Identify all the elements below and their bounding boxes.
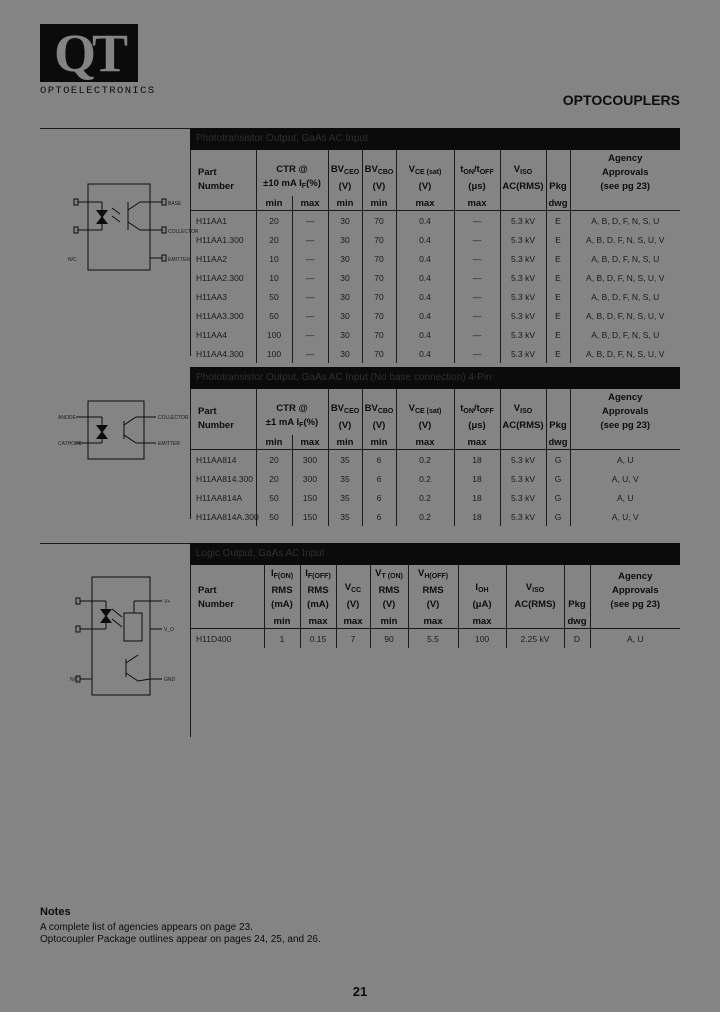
pin-label: BASE (168, 201, 182, 207)
table-cell: 100 (256, 344, 292, 363)
table-body (190, 450, 680, 527)
table-cell: 2.25 kV (506, 629, 564, 649)
table-cell: — (454, 344, 500, 363)
table-cell: 50 (256, 287, 292, 306)
col-part: Part Number (198, 585, 234, 610)
table-cell: G (546, 450, 570, 470)
table-row (190, 249, 680, 268)
pin-label: EMITTER (158, 441, 180, 447)
pin-label: CATHODE (58, 441, 83, 447)
table-cell: E (546, 306, 570, 325)
unit-cell: max (396, 196, 454, 211)
table-row (190, 211, 680, 231)
col-bvceo: $BV_{CEO}$ (V) (328, 389, 362, 435)
logo-subtitle: OPTOELECTRONICS (40, 85, 156, 97)
pin-label: COLLECTOR (158, 415, 189, 421)
table-cell: 70 (362, 287, 396, 306)
table-cell: 18 (454, 450, 500, 470)
company-logo (40, 23, 156, 97)
part-number-cell: H11AA3 (196, 291, 228, 302)
table-cell: 150 (292, 507, 328, 526)
table-cell: 5.3 kV (500, 325, 546, 344)
table-cell: 5.3 kV (500, 249, 546, 268)
spec-table (190, 565, 680, 648)
schematic-panel (40, 128, 199, 356)
table-unit-row (190, 614, 680, 629)
table-cell: 50 (256, 507, 292, 526)
unit-cell: dwg (564, 614, 590, 629)
table-cell: — (292, 306, 328, 325)
unit-cell: max (458, 614, 506, 629)
unit-cell (590, 614, 680, 629)
table-cell: 30 (328, 325, 362, 344)
table-cell: 35 (328, 450, 362, 470)
table-cell: 300 (292, 469, 328, 488)
table-cell: — (292, 287, 328, 306)
part-number-cell: H11AA1 (196, 215, 228, 226)
table-cell: — (454, 230, 500, 249)
table-cell: 5.3 kV (500, 507, 546, 526)
page-number: 21 (352, 984, 368, 999)
pin-label: V+ (164, 599, 171, 605)
table-cell: 0.4 (396, 211, 454, 231)
table-cell: 18 (454, 507, 500, 526)
table-cell: A, B, D, F, N, S, U, V (570, 230, 680, 249)
col-agency: Agency Approvals (see pg 23) (590, 565, 680, 614)
col-part: Part Number (198, 167, 234, 192)
table-cell: E (546, 344, 570, 363)
table-header-row (190, 150, 680, 196)
circuit-diagram (68, 180, 199, 280)
table-cell: 70 (362, 306, 396, 325)
table-cell: 20 (256, 211, 292, 231)
unit-cell (506, 614, 564, 629)
table-cell: 0.4 (396, 344, 454, 363)
section-title: Phototransistor Output, GaAs AC Input (No base connection) 4-Pin (190, 367, 680, 389)
part-number-cell: H11AA4 (196, 329, 228, 340)
unit-cell: max (300, 614, 336, 629)
col-vce: $V_{CE (sat)}$ (V) (396, 150, 454, 196)
table-cell: G (546, 469, 570, 488)
col-pkg: Pkg (546, 389, 570, 435)
col-vt-on: $V_{T (ON)}$ RMS (V) (370, 565, 408, 614)
unit-cell (190, 435, 256, 450)
section-logic-output (40, 543, 680, 737)
col-ton-toff: $t_{ON}/t_{OFF}$ (μs) (454, 389, 500, 435)
col-vh-off: $V_{H(OFF)}$ RMS (V) (408, 565, 458, 614)
table-cell: A, B, D, F, N, S, U, V (570, 268, 680, 287)
table-body (190, 629, 680, 649)
table-header-row (190, 565, 680, 614)
table-cell: 0.2 (396, 488, 454, 507)
col-if-off: $I_{F(OFF)}$ RMS (mA) (300, 565, 336, 614)
table-cell: G (546, 507, 570, 526)
table-cell: 70 (362, 211, 396, 231)
col-ioh: $I_{OH}$ (μA) (458, 565, 506, 614)
part-number-cell: H11D400 (196, 633, 232, 644)
table-cell: 20 (256, 450, 292, 470)
table-cell: 20 (256, 230, 292, 249)
section-title: Phototransistor Output, GaAs AC Input (190, 128, 680, 150)
table-cell: 35 (328, 488, 362, 507)
table-cell: 35 (328, 507, 362, 526)
unit-cell: min (256, 196, 292, 211)
table-row (190, 629, 680, 649)
table-cell: A, B, D, F, N, S, U (570, 211, 680, 231)
table-cell: A, B, D, F, N, S, U, V (570, 344, 680, 363)
table-cell: A, B, D, F, N, S, U (570, 287, 680, 306)
package-outline (88, 184, 150, 270)
col-viso: $V_{ISO}$ AC(RMS) (506, 565, 564, 614)
part-number-cell: H11AA2 (196, 253, 228, 264)
table-cell: 7 (336, 629, 370, 649)
unit-cell: max (408, 614, 458, 629)
table-row (190, 450, 680, 470)
table-cell: 5.3 kV (500, 287, 546, 306)
table-row (190, 507, 680, 526)
table-cell: 30 (328, 230, 362, 249)
notes (40, 906, 321, 947)
unit-cell (570, 196, 680, 211)
col-bvcbo: $BV_{CBO}$ (V) (362, 150, 396, 196)
table-cell: 10 (256, 249, 292, 268)
table-cell: E (546, 211, 570, 231)
table-cell: 5.3 kV (500, 344, 546, 363)
table-row (190, 287, 680, 306)
logic-block (124, 613, 142, 641)
table-cell: 50 (256, 488, 292, 507)
table-cell: A, U, V (570, 469, 680, 488)
unit-cell (500, 435, 546, 450)
table-cell: 10 (256, 268, 292, 287)
pin-label: GND (164, 677, 176, 683)
table-cell: 6 (362, 450, 396, 470)
table-header-row (190, 389, 680, 435)
table-cell: 18 (454, 488, 500, 507)
col-ton-toff: $t_{ON}/t_{OFF}$ (μs) (454, 150, 500, 196)
table-row (190, 488, 680, 507)
table-cell: 5.3 kV (500, 488, 546, 507)
table-cell: A, U (590, 629, 680, 649)
spec-table (190, 150, 680, 363)
unit-cell: max (454, 435, 500, 450)
logo-text: QT (53, 23, 125, 83)
table-cell: 30 (328, 306, 362, 325)
table-cell: 70 (362, 268, 396, 287)
table-cell: 30 (328, 249, 362, 268)
table-cell: 1 (264, 629, 300, 649)
spec-panel (190, 543, 680, 648)
pin-label: ANODE (58, 415, 76, 421)
table-cell: 35 (328, 469, 362, 488)
part-number-cell: H11AA4.300 (196, 348, 244, 359)
table-cell: 30 (328, 211, 362, 231)
table-cell: — (292, 249, 328, 268)
unit-cell: dwg (546, 196, 570, 211)
unit-cell: min (328, 196, 362, 211)
table-cell: 5.3 kV (500, 211, 546, 231)
pin-label: N/C (70, 677, 79, 683)
part-number-cell: H11AA2.300 (196, 272, 244, 283)
led-diode-mark-2 (96, 216, 108, 224)
table-row (190, 268, 680, 287)
part-number-cell: H11AA814A (196, 492, 243, 503)
table-cell: 90 (370, 629, 408, 649)
unit-cell: min (256, 435, 292, 450)
table-cell: A, B, D, F, N, S, U, V (570, 306, 680, 325)
table-cell: — (454, 287, 500, 306)
circuit-diagram (58, 395, 190, 465)
table-cell: 5.3 kV (500, 230, 546, 249)
table-row (190, 230, 680, 249)
table-cell: — (292, 268, 328, 287)
table-cell: 50 (256, 306, 292, 325)
table-cell: — (292, 211, 328, 231)
table-cell: D (564, 629, 590, 649)
table-cell: 300 (292, 450, 328, 470)
part-number-cell: H11AA814 (196, 454, 237, 465)
table-cell: 5.3 kV (500, 268, 546, 287)
unit-cell (190, 614, 264, 629)
table-cell: G (546, 488, 570, 507)
table-row (190, 306, 680, 325)
table-cell: 0.4 (396, 325, 454, 344)
table-cell: 0.4 (396, 287, 454, 306)
section-title: Logic Output, GaAs AC Input (190, 543, 680, 565)
spec-panel (190, 367, 680, 526)
table-cell: 0.4 (396, 268, 454, 287)
col-ctr: CTR @ ±1 mA $I_F(\%)$ (256, 389, 328, 435)
table-cell: — (454, 249, 500, 268)
pin-label: COLLECTOR (168, 229, 199, 235)
table-row (190, 344, 680, 363)
section-phototransistor-ac-4pin (40, 367, 680, 522)
table-row (190, 325, 680, 344)
unit-cell: max (454, 196, 500, 211)
table-cell: — (292, 344, 328, 363)
table-cell: E (546, 325, 570, 344)
table-cell: 150 (292, 488, 328, 507)
unit-cell: max (292, 196, 328, 211)
table-cell: 70 (362, 344, 396, 363)
table-cell: — (292, 230, 328, 249)
table-cell: A, U (570, 450, 680, 470)
col-if-on: $I_{F(ON)}$ RMS (mA) (264, 565, 300, 614)
table-cell: A, U (570, 488, 680, 507)
table-cell: 20 (256, 469, 292, 488)
table-cell: — (454, 211, 500, 231)
notes-title: Notes (40, 906, 71, 918)
table-cell: — (454, 325, 500, 344)
table-row (190, 469, 680, 488)
table-cell: 6 (362, 488, 396, 507)
spec-panel (190, 128, 680, 363)
table-cell: 70 (362, 230, 396, 249)
unit-cell: min (362, 435, 396, 450)
table-cell: 30 (328, 344, 362, 363)
table-cell: 70 (362, 249, 396, 268)
table-cell: 0.2 (396, 450, 454, 470)
part-number-cell: H11AA814.300 (196, 473, 254, 484)
table-cell: E (546, 287, 570, 306)
schematic-panel (40, 543, 191, 737)
unit-cell: min (264, 614, 300, 629)
table-body (190, 211, 680, 364)
unit-cell (500, 196, 546, 211)
part-number-cell: H11AA3.300 (196, 310, 244, 321)
part-number-cell: H11AA1.300 (196, 234, 244, 245)
table-cell: 30 (328, 268, 362, 287)
table-cell: E (546, 268, 570, 287)
note-line: Optocoupler Package outlines appear on pages 24, 25, and 26. (40, 934, 321, 945)
table-cell: 0.4 (396, 306, 454, 325)
table-cell: 5.3 kV (500, 450, 546, 470)
table-cell: — (454, 306, 500, 325)
table-cell: 0.2 (396, 507, 454, 526)
unit-cell (570, 435, 680, 450)
col-viso: $V_{ISO}$ AC(RMS) (500, 389, 546, 435)
table-cell: 0.2 (396, 469, 454, 488)
col-agency: Agency Approvals (see pg 23) (570, 389, 680, 435)
unit-cell: min (370, 614, 408, 629)
package-outline (92, 577, 150, 695)
spec-table (190, 389, 680, 526)
pin-label: EMITTER (168, 257, 190, 263)
table-unit-row (190, 196, 680, 211)
table-cell: — (292, 325, 328, 344)
table-cell: — (454, 268, 500, 287)
col-vce: $V_{CE (sat)}$ (V) (396, 389, 454, 435)
category-title: OPTOCOUPLERS (562, 92, 680, 108)
table-cell: E (546, 249, 570, 268)
unit-cell (190, 196, 256, 211)
table-cell: 100 (256, 325, 292, 344)
table-cell: 6 (362, 507, 396, 526)
pin-label: V_O (164, 627, 175, 633)
part-number-cell: H11AA814A.300 (196, 511, 259, 522)
table-cell: A, U, V (570, 507, 680, 526)
table-cell: 30 (328, 287, 362, 306)
unit-cell: max (292, 435, 328, 450)
table-cell: 0.4 (396, 249, 454, 268)
col-ctr: CTR @ ±10 mA $I_F(\%)$ (256, 150, 328, 196)
col-pkg: Pkg (564, 565, 590, 614)
table-cell: 5.5 (408, 629, 458, 649)
col-vcc: $V_{CC}$ (V) (336, 565, 370, 614)
logo-mark (40, 24, 138, 82)
note-line: A complete list of agencies appears on page 23. (40, 921, 253, 933)
col-viso: $V_{ISO}$ AC(RMS) (500, 150, 546, 196)
package-outline (88, 401, 144, 459)
table-cell: 70 (362, 325, 396, 344)
table-cell: 18 (454, 469, 500, 488)
circuit-diagram (70, 573, 190, 703)
unit-cell: min (328, 435, 362, 450)
table-cell: A, B, D, F, N, S, U (570, 249, 680, 268)
col-pkg: Pkg (546, 150, 570, 196)
schematic-panel (40, 367, 191, 519)
section-phototransistor-ac (40, 128, 680, 359)
unit-cell: dwg (546, 435, 570, 450)
table-cell: 0.4 (396, 230, 454, 249)
unit-cell: min (362, 196, 396, 211)
col-bvceo: $BV_{CEO}$ (V) (328, 150, 362, 196)
col-bvcbo: $BV_{CBO}$ (V) (362, 389, 396, 435)
table-cell: 0.15 (300, 629, 336, 649)
table-unit-row (190, 435, 680, 450)
unit-cell: max (396, 435, 454, 450)
table-cell: 6 (362, 469, 396, 488)
pin-label: N/C (68, 257, 77, 263)
table-cell: A, B, D, F, N, S, U (570, 325, 680, 344)
table-cell: 100 (458, 629, 506, 649)
col-agency: Agency Approvals (see pg 23) (570, 150, 680, 196)
unit-cell: max (336, 614, 370, 629)
col-part: Part Number (198, 406, 234, 431)
table-cell: 5.3 kV (500, 469, 546, 488)
table-cell: 5.3 kV (500, 306, 546, 325)
table-cell: E (546, 230, 570, 249)
